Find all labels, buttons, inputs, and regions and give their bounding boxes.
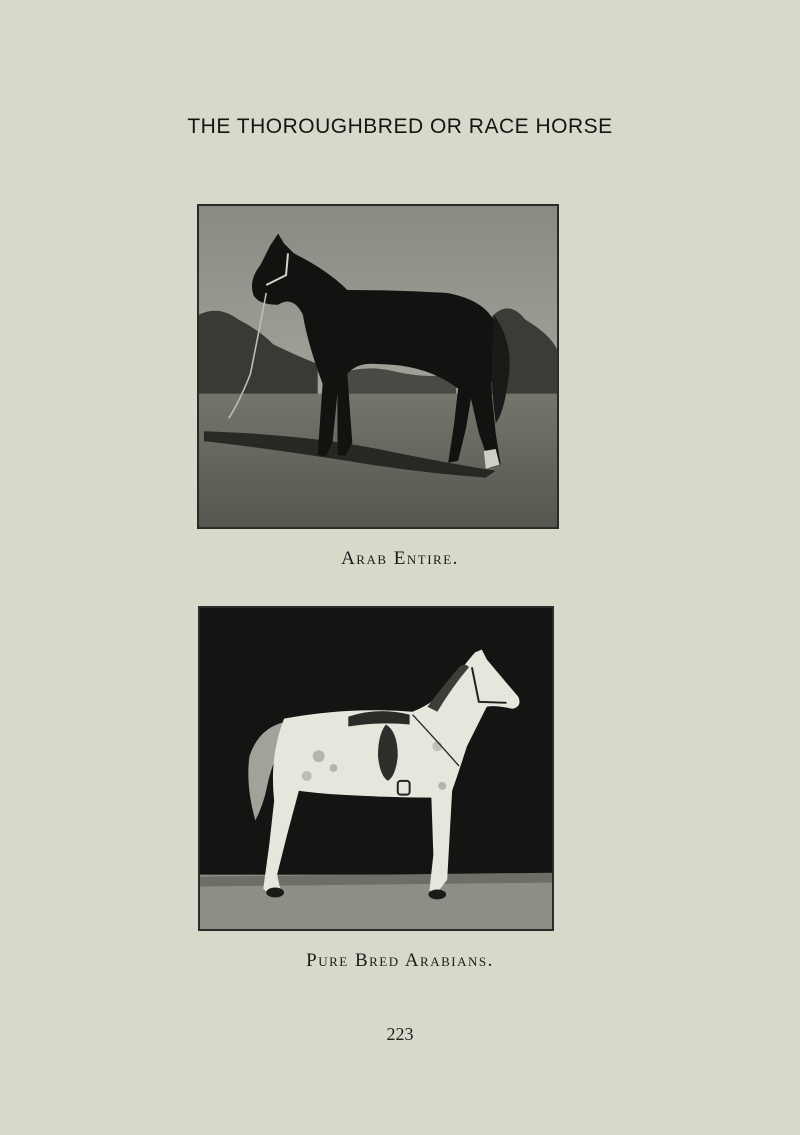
photo-plate-arab-entire (197, 204, 559, 529)
plate-caption: Pure Bred Arabians. (306, 950, 494, 971)
plate-caption: Arab Entire. (341, 548, 459, 569)
running-head: THE THOROUGHBRED OR RACE HORSE (187, 115, 613, 138)
photo-plate-pure-bred-arabians (198, 606, 554, 931)
horse-photo-icon (200, 608, 552, 929)
horse-photo-icon (199, 206, 557, 527)
page-number: 223 (386, 1024, 414, 1044)
